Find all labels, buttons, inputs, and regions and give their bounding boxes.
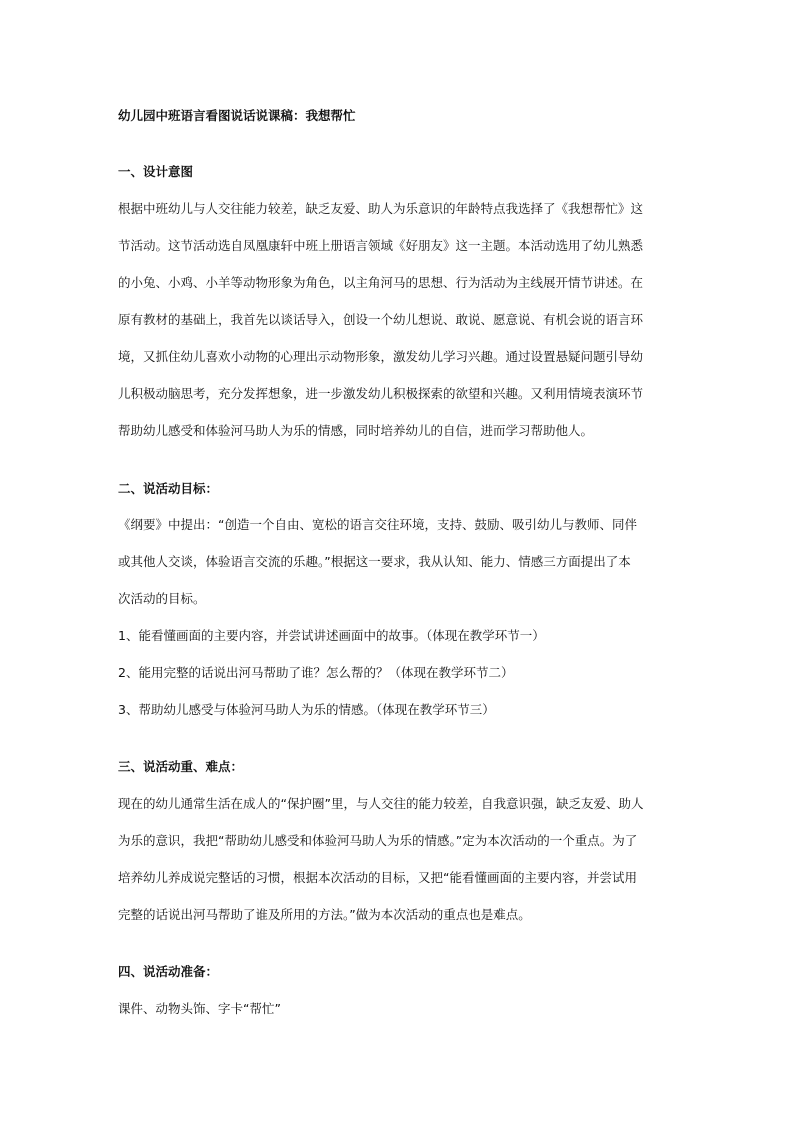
section-heading-preparation: 四、说活动准备：	[118, 964, 219, 979]
paragraph-line: 培养幼儿养成说完整话的习惯，根据本次活动的目标，又把“能看懂画面的主要内容，并尝试用	[118, 870, 637, 885]
section-heading-activity-goals: 二、说活动目标：	[118, 481, 219, 496]
paragraph-line: 境，又抓住幼儿喜欢小动物的心理出示动物形象，激发幼儿学习兴趣。通过设置悬疑问题引导幼	[118, 349, 644, 364]
paragraph-line: 《纲要》中提出：“创造一个自由、宽松的语言交往环境，支持、鼓励、吸引幼儿与教师、同伴	[118, 517, 637, 532]
paragraph-line: 或其他人交谈，体验语言交流的乐趣。”根据这一要求，我从认知、能力、情感三方面提出了本	[118, 554, 631, 569]
section-heading-design-intent: 一、设计意图	[118, 164, 194, 179]
paragraph-line: 节活动。这节活动选自凤凰康轩中班上册语言领域《好朋友》这一主题。本活动选用了幼儿熟悉	[118, 238, 644, 253]
paragraph-line: 现在的幼儿通常生活在成人的“保护圈”里，与人交往的能力较差，自我意识强，缺乏友爱、助人	[118, 796, 644, 811]
paragraph-line: 原有教材的基础上，我首先以谈话导入，创设一个幼儿想说、敢说、愿意说、有机会说的语言环	[118, 312, 644, 327]
goal-item: 1、能看懂画面的主要内容，并尝试讲述画面中的故事。（体现在教学环节一）	[118, 628, 545, 643]
section-heading-key-points: 三、说活动重、难点：	[118, 759, 244, 774]
goal-item: 2、能用完整的话说出河马帮助了谁？怎么帮的？（体现在教学环节二）	[118, 665, 514, 680]
paragraph-line: 根据中班幼儿与人交往能力较差，缺乏友爱、助人为乐意识的年龄特点我选择了《我想帮忙》这	[118, 201, 644, 216]
paragraph-line: 次活动的目标。	[118, 591, 206, 606]
paragraph-line: 完整的话说出河马帮助了谁及所用的方法。”做为本次活动的重点也是难点。	[118, 907, 531, 922]
goal-item: 3、帮助幼儿感受与体验河马助人为乐的情感。（体现在教学环节三）	[118, 702, 495, 717]
paragraph-line: 课件、动物头饰、字卡“帮忙”	[118, 1001, 281, 1016]
paragraph-line: 的小兔、小鸡、小羊等动物形象为角色，以主角河马的思想、行为活动为主线展开情节讲述。在	[118, 275, 644, 290]
paragraph-line: 帮助幼儿感受和体验河马助人为乐的情感，同时培养幼儿的自信，进而学习帮助他人。	[118, 423, 594, 438]
paragraph-line: 为乐的意识，我把“帮助幼儿感受和体验河马助人为乐的情感。”定为本次活动的一个重点。为了	[118, 833, 638, 848]
paragraph-line: 儿积极动脑思考，充分发挥想象，进一步激发幼儿积极探索的欲望和兴趣。又利用情境表演环节	[118, 386, 644, 401]
document-title: 幼儿园中班语言看图说话说课稿：我想帮忙	[118, 108, 356, 123]
